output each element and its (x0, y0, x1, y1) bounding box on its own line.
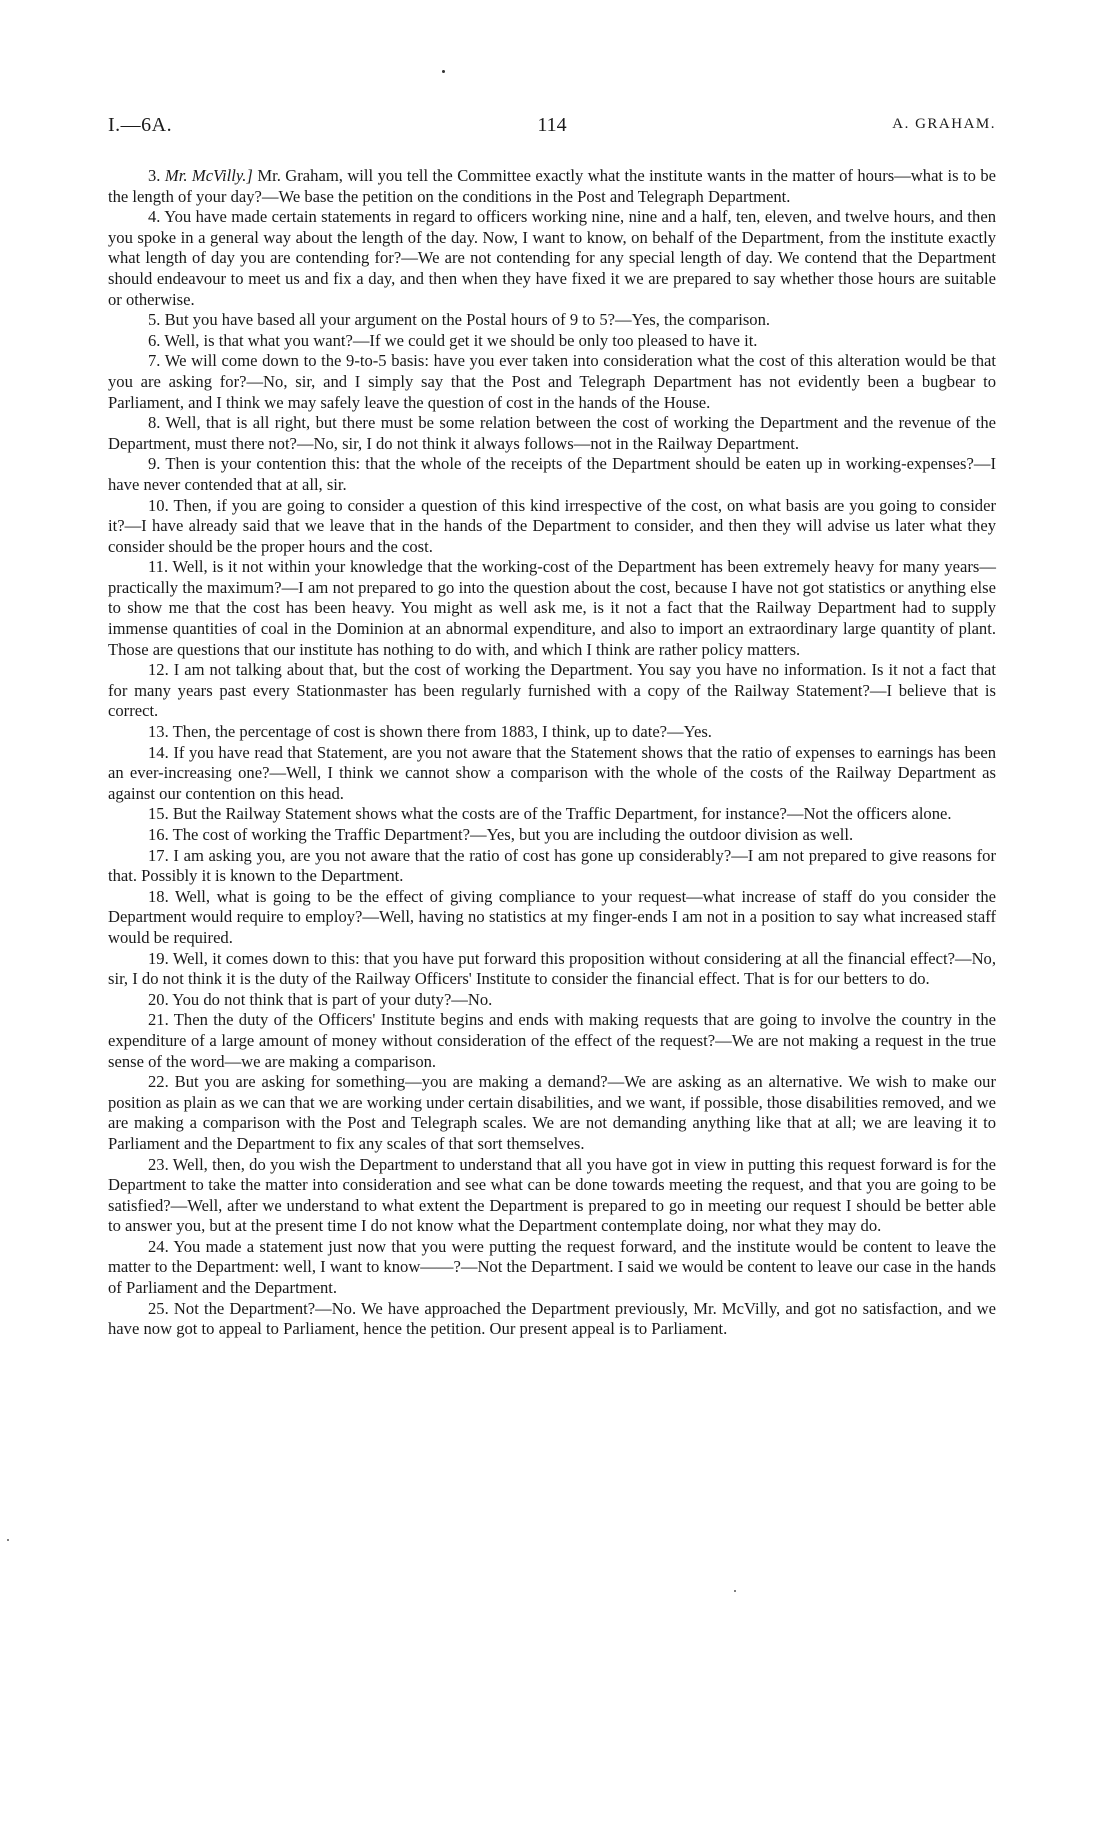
question-text: If you have read that Statement, are you not aware that the Statement shows that the ratio of expenses to earnings has been an ever-increasing one?—Well, I think we cannot show a comparison with the whole of the costs of the Railway Department as against our contention on this head. (108, 742, 996, 803)
paragraph (108, 454, 996, 495)
paragraph (108, 1072, 996, 1154)
question-number: 21. (148, 1010, 169, 1030)
paragraph (108, 949, 996, 990)
question-text: Well, that is all right, but there must be some relation between the cost of working the Department and the revenue of the Department, must there not?—No, sir, I do not think it always follows—not in the Railway Department. (108, 413, 996, 453)
question-text: Not the Department?—No. We have approached the Department previously, Mr. McVilly, and got no satisfaction, and we have now got to appeal to Parliament, hence the petition. Our present appeal is to Parliament. (108, 1298, 996, 1339)
question-number: 10. (148, 495, 169, 515)
paragraph (108, 1237, 996, 1299)
question-number: 20. (148, 989, 169, 1009)
question-number: 18. (148, 886, 169, 906)
question-number: 16. (148, 825, 169, 844)
question-text: You made a statement just now that you were putting the request forward, and the institute would be content to leave the matter to the Department: well, I want to know——?—Not the Department. I said we would be content to leave our case in the hands of Parliament and the Department. (108, 1236, 996, 1298)
question-number: 15. (148, 804, 169, 824)
question-text: Then, if you are going to consider a question of this kind irrespective of the cost, on what basis are you going to consider it?—I have already said that we leave that in the hands of the Department to consider, and then they will advise us later what they consider should be the proper hours and the cost. (108, 495, 996, 556)
paragraph (108, 310, 996, 331)
paragraph (108, 351, 996, 413)
question-text: We will come down to the 9-to-5 basis: have you ever taken into consideration what the cost of this alteration would be that you are asking for?—No, sir, and I simply say that the Post and Telegraph Department has not evidently been a bugbear to Parliament, and I think we may safely leave the question of cost in the hands of the House. (108, 351, 996, 412)
question-text: But the Railway Statement shows what the costs are of the Traffic Department, for instance?—Not the officers alone. (172, 804, 952, 824)
question-number: 9. (148, 454, 161, 474)
question-number: 8. (148, 413, 161, 433)
question-text: Well, then, do you wish the Department to understand that all you have got in view in putting this request forward is for the Department to take the matter into consideration and see what can be done towards meeting the request, and that you are going to be satisfied?—Well, after we understand to what extent the Department is prepared to go in meeting our request I should be better able to answer you, but at the present time I do not know what the Department contemplate doing, nor what they may do. (108, 1154, 996, 1236)
question-text: You have made certain statements in regard to officers working nine, nine and a half, ten, eleven, and twelve hours, and then you spoke in a general way about the length of the day. Now, I want to know, on behalf of the Department, from the institute exactly what length of day you are contending for?—We are not contending for any special length of day. We contend that the Department should endeavour to meet us and fix a day, and then when they have fixed it we are prepared to say whether those hours are suitable or otherwise. (108, 207, 996, 309)
paragraph (108, 557, 996, 660)
question-text: I am asking you, are you not aware that the ratio of cost has gone up considerably?—I am not prepared to give reasons for that. Possibly it is known to the Department. (108, 845, 996, 886)
question-number: 11. (148, 557, 169, 577)
paragraph (108, 496, 996, 558)
paragraph (108, 804, 996, 825)
question-text: You do not think that is part of your duty?—No. (172, 989, 493, 1009)
question-text: Then is your contention this: that the whole of the receipts of the Department should be eaten up in working-expenses?—I have never contended that at all, sir. (108, 454, 996, 494)
paragraph (108, 660, 996, 722)
page-header (108, 114, 996, 140)
question-number: 3. (148, 166, 161, 185)
question-text: Then, the percentage of cost is shown there from 1883, I think, up to date?—Yes. (172, 722, 712, 742)
question-number: 6. (148, 330, 161, 350)
question-number: 4. (148, 207, 161, 227)
page-number: 114 (537, 114, 567, 136)
paragraph (108, 207, 996, 310)
paragraph (108, 331, 996, 352)
question-text: Then the duty of the Officers' Institute begins and ends with making requests that are going to involve the country in the expenditure of a large amount of money without consideration of the effect of the request?—We are not making a request in the true sense of the word—we are making a comparison. (108, 1010, 996, 1071)
question-text: Well, is it not within your knowledge that the working-cost of the Department has been extremely heavy for many years—practically the maximum?—I am not prepared to go into the question about the cost, because I have not got statistics or anything else to show me that the cost has been heavy. You might as well ask me, is it not a fact that the Railway Department had to supply immense quantities of coal in the Dominion at an abnormal expenditure, and also to import an extraordinary large quantity of plant. Those are questions that our institute has nothing to do with, and which I think are rather policy matters. (108, 557, 996, 659)
document-reference: I.—6A. (108, 114, 173, 136)
question-text: The cost of working the Traffic Department?—Yes, but you are including the outdoor division as well. (172, 825, 854, 844)
question-text: Mr. Graham, will you tell the Committee exactly what the institute wants in the matter of hours—what is to be the length of your day?—We base the petition on the conditions in the Post and Telegraph Department. (108, 166, 996, 206)
question-number: 23. (148, 1154, 169, 1174)
paragraph (108, 887, 996, 949)
question-text: But you are asking for something—you are making a demand?—We are asking as an alternative. We wish to make our position as plain as we can that we are working under certain disabilities, and we want, if possible, those disabilities removed, and we are making a comparison with the Post and Telegraph scales. We are not demanding anything like that at all; we are leaving it to Parliament and the Department to fix any scales of that sort themselves. (108, 1072, 996, 1153)
question-number: 12. (148, 660, 169, 680)
question-number: 24. (148, 1236, 169, 1256)
question-number: 25. (148, 1298, 169, 1318)
paragraph (108, 722, 996, 743)
question-text: Well, it comes down to this: that you have put forward this proposition without considering at all the financial effect?—No, sir, I do not think it is the duty of the Railway Officers' Institute to consider the financial effect. That is for our betters to do. (108, 948, 997, 989)
question-text: Well, is that what you want?—If we could get it we should be only too pleased to have it. (164, 330, 758, 350)
question-number: 5. (148, 310, 161, 330)
question-number: 17. (148, 845, 169, 865)
speaker: Mr. McVilly.] (164, 166, 253, 185)
witness-name: A. GRAHAM. (892, 116, 996, 132)
paragraph (108, 990, 996, 1011)
evidence-body (108, 166, 996, 1340)
paragraph (108, 743, 996, 805)
scan-speck (734, 1590, 736, 1592)
paragraph (108, 413, 996, 454)
paragraph (108, 825, 996, 846)
question-number: 7. (148, 351, 161, 371)
paragraph (108, 1299, 996, 1340)
question-text: Well, what is going to be the effect of giving compliance to your request—what increase of staff do you consider the Department would require to employ?—Well, having no statistics at my finger-ends I am not in a position to say what increased staff would be required. (108, 886, 996, 947)
paragraph (108, 1010, 996, 1072)
question-text: I am not talking about that, but the cost of working the Department. You say you have no information. Is it not a fact that for many years past every Stationmaster has been regularly furnished with a copy of the Railway Statement?—I believe that is correct. (108, 660, 996, 721)
paragraph (108, 1155, 996, 1237)
paragraph (108, 846, 996, 887)
question-number: 13. (148, 722, 169, 742)
question-number: 14. (148, 742, 169, 762)
paragraph (108, 166, 996, 207)
question-number: 22. (148, 1072, 169, 1092)
scan-speck (7, 1539, 9, 1541)
question-number: 19. (148, 948, 169, 968)
scan-speck (442, 70, 445, 73)
question-text: But you have based all your argument on the Postal hours of 9 to 5?—Yes, the comparison. (164, 310, 771, 330)
